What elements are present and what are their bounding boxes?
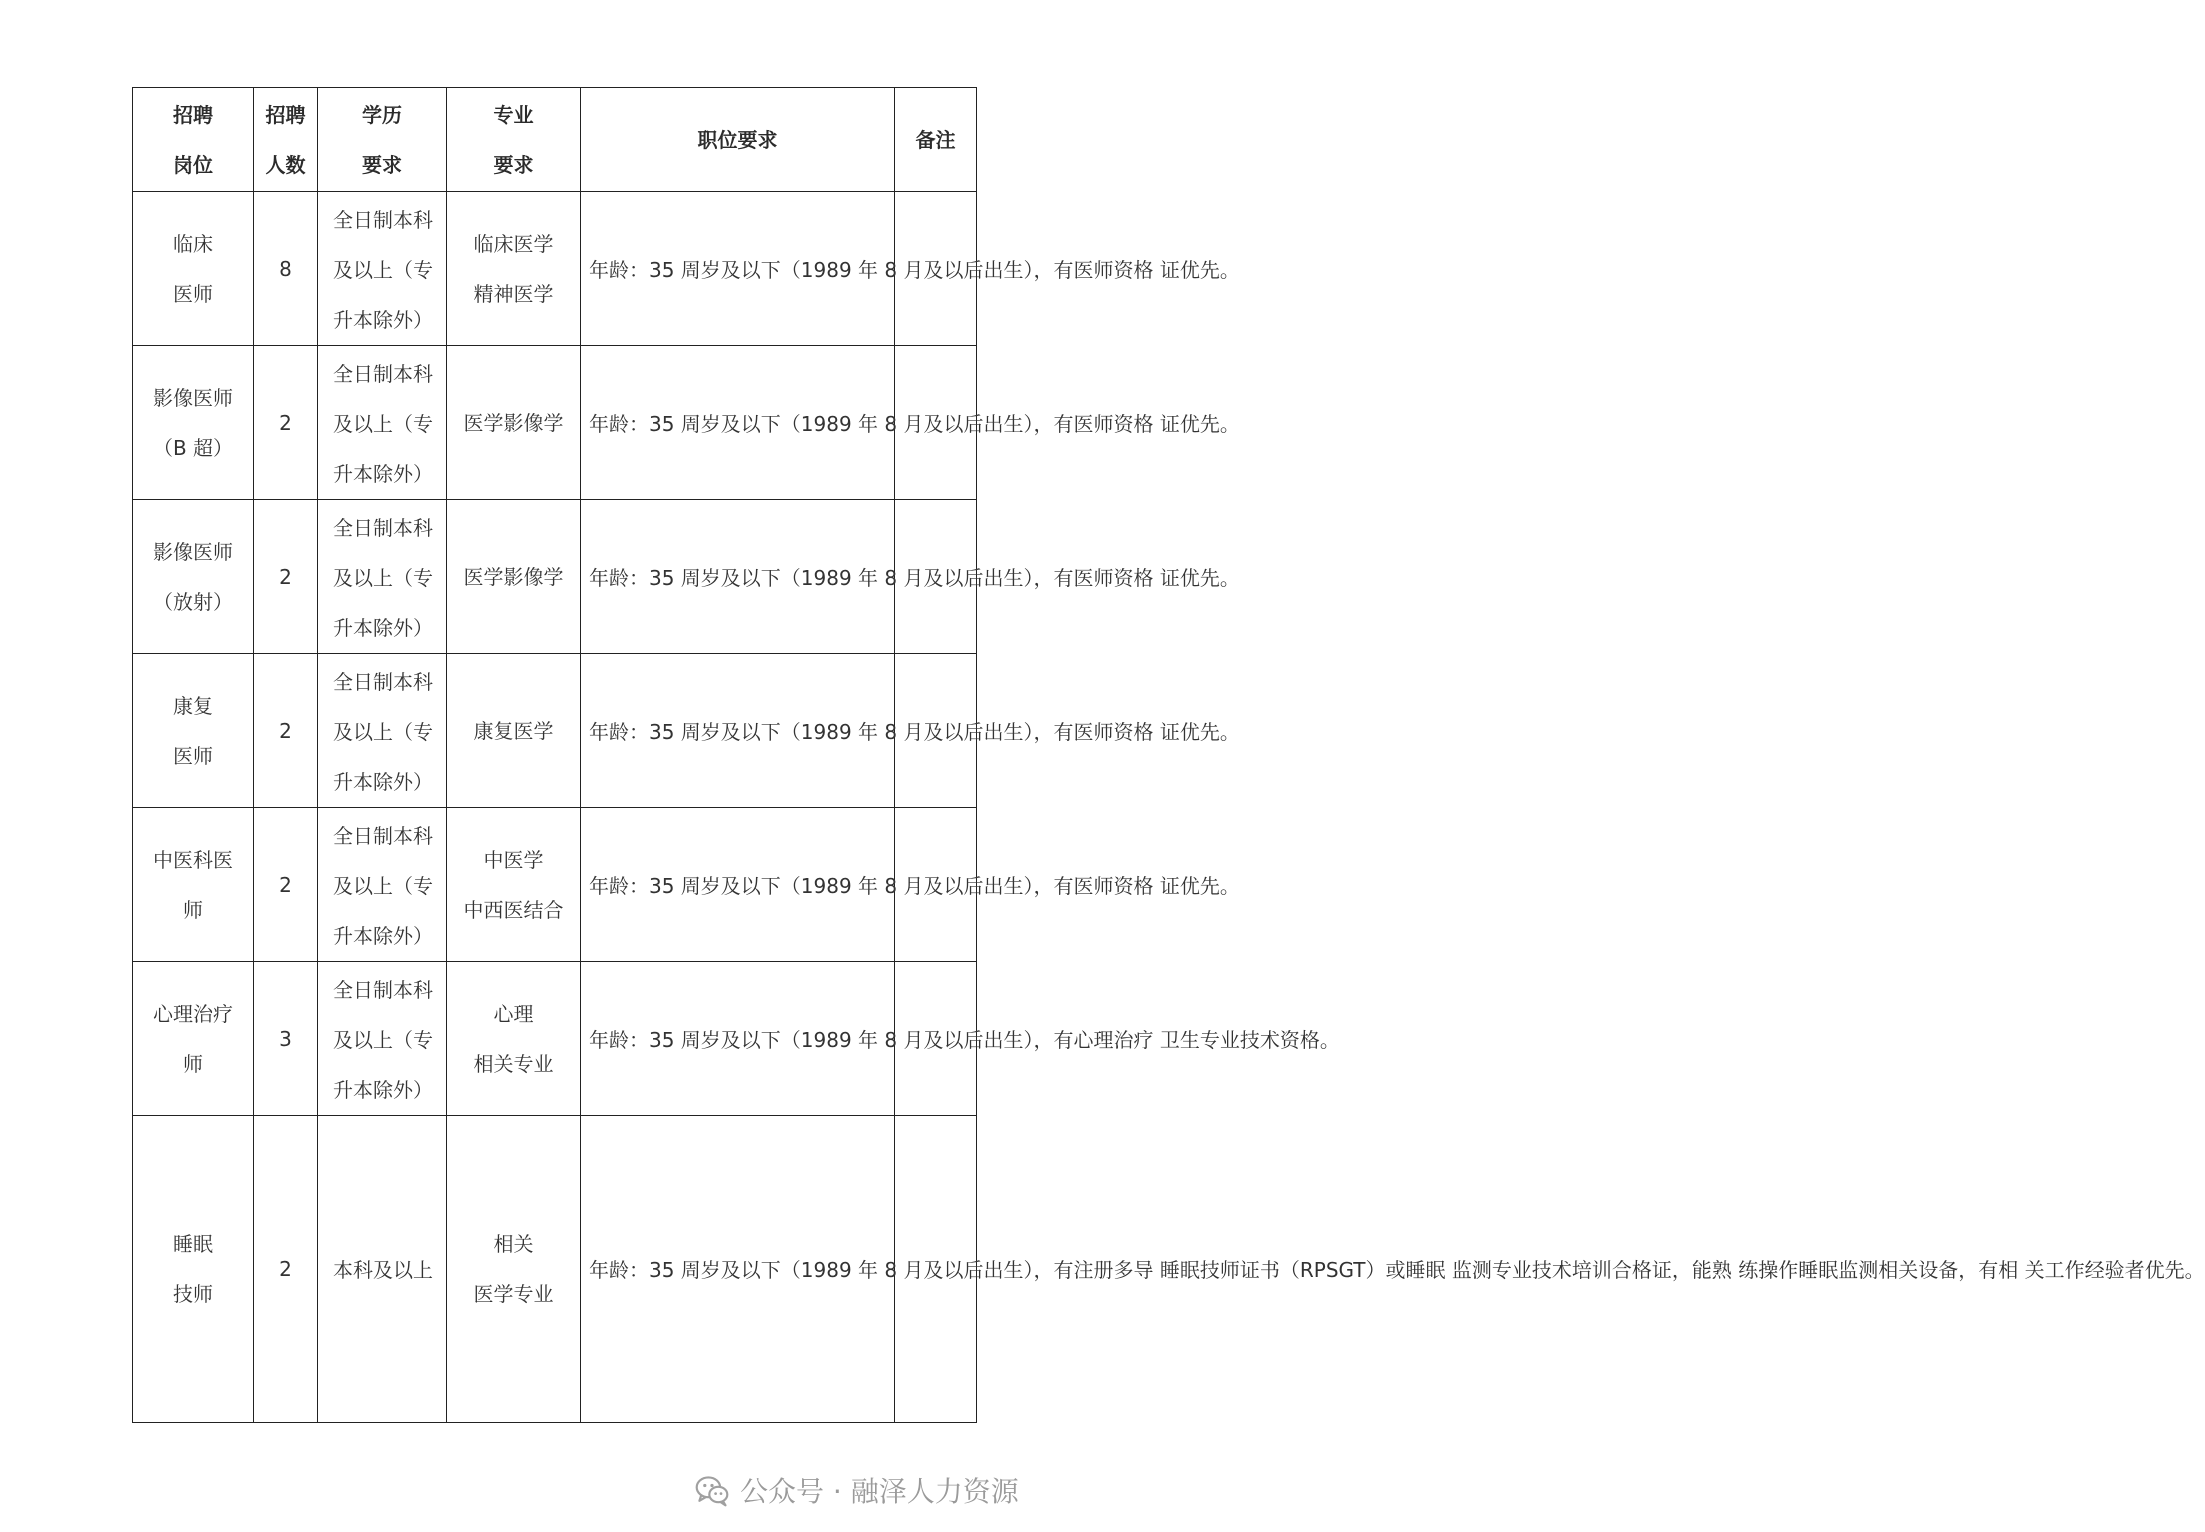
cell-education: 全日制本科 及以上（专 升本除外） xyxy=(318,500,447,654)
cell-major: 中医学 中西医结合 xyxy=(447,808,581,962)
cell-requirements: 年龄：35 周岁及以下（1989 年 8 月及以后出生），有医师资格 证优先。 xyxy=(581,808,895,962)
cell-position: 影像医师 （B 超） xyxy=(133,346,254,500)
footer-brand-text: 公众号 · 融泽人力资源 xyxy=(740,1475,1019,1508)
header-remarks: 备注 xyxy=(895,88,977,192)
cell-count: 2 xyxy=(254,808,318,962)
wechat-icon xyxy=(694,1472,730,1508)
cell-major: 相关 医学专业 xyxy=(447,1116,581,1423)
header-position: 招聘 岗位 xyxy=(133,88,254,192)
cell-major: 康复医学 xyxy=(447,654,581,808)
cell-education: 全日制本科 及以上（专 升本除外） xyxy=(318,962,447,1116)
cell-education: 全日制本科 及以上（专 升本除外） xyxy=(318,808,447,962)
cell-position: 临床 医师 xyxy=(133,192,254,346)
recruitment-table xyxy=(132,87,2205,1423)
table-header-row xyxy=(133,88,977,192)
cell-education: 全日制本科 及以上（专 升本除外） xyxy=(318,654,447,808)
cell-requirements: 年龄：35 周岁及以下（1989 年 8 月及以后出生），有医师资格 证优先。 xyxy=(581,192,895,346)
cell-requirements: 年龄：35 周岁及以下（1989 年 8 月及以后出生），有医师资格 证优先。 xyxy=(581,654,895,808)
header-education: 学历 要求 xyxy=(318,88,447,192)
cell-count: 2 xyxy=(254,346,318,500)
cell-education: 全日制本科 及以上（专 升本除外） xyxy=(318,192,447,346)
cell-requirements: 年龄：35 周岁及以下（1989 年 8 月及以后出生），有心理治疗 卫生专业技术资格。 xyxy=(581,962,895,1116)
table-row xyxy=(133,1116,977,1423)
cell-count: 8 xyxy=(254,192,318,346)
cell-count: 2 xyxy=(254,500,318,654)
cell-major: 医学影像学 xyxy=(447,500,581,654)
table-row xyxy=(133,500,977,654)
cell-requirements: 年龄：35 周岁及以下（1989 年 8 月及以后出生），有医师资格 证优先。 xyxy=(581,500,895,654)
cell-major: 心理 相关专业 xyxy=(447,962,581,1116)
table-row xyxy=(133,346,977,500)
wechat-watermark xyxy=(694,1470,1019,1510)
cell-position: 康复 医师 xyxy=(133,654,254,808)
cell-position: 中医科医 师 xyxy=(133,808,254,962)
table-row xyxy=(133,192,977,346)
cell-education: 本科及以上 xyxy=(318,1116,447,1423)
header-major: 专业 要求 xyxy=(447,88,581,192)
header-count: 招聘 人数 xyxy=(254,88,318,192)
cell-major: 临床医学 精神医学 xyxy=(447,192,581,346)
cell-count: 2 xyxy=(254,654,318,808)
header-requirements: 职位要求 xyxy=(581,88,895,192)
cell-position: 睡眠 技师 xyxy=(133,1116,254,1423)
cell-position: 心理治疗 师 xyxy=(133,962,254,1116)
cell-requirements: 年龄：35 周岁及以下（1989 年 8 月及以后出生），有注册多导 睡眠技师证书（RPSGT）或睡眠 监测专业技术培训合格证，能熟 练操作睡眠监测相关设备，有相 关工作经验者优先。 xyxy=(581,1116,895,1423)
cell-requirements: 年龄：35 周岁及以下（1989 年 8 月及以后出生），有医师资格 证优先。 xyxy=(581,346,895,500)
cell-major: 医学影像学 xyxy=(447,346,581,500)
cell-count: 2 xyxy=(254,1116,318,1423)
cell-position: 影像医师 （放射） xyxy=(133,500,254,654)
cell-count: 3 xyxy=(254,962,318,1116)
table-row xyxy=(133,654,977,808)
table-row xyxy=(133,962,977,1116)
table-row xyxy=(133,808,977,962)
cell-education: 全日制本科 及以上（专 升本除外） xyxy=(318,346,447,500)
